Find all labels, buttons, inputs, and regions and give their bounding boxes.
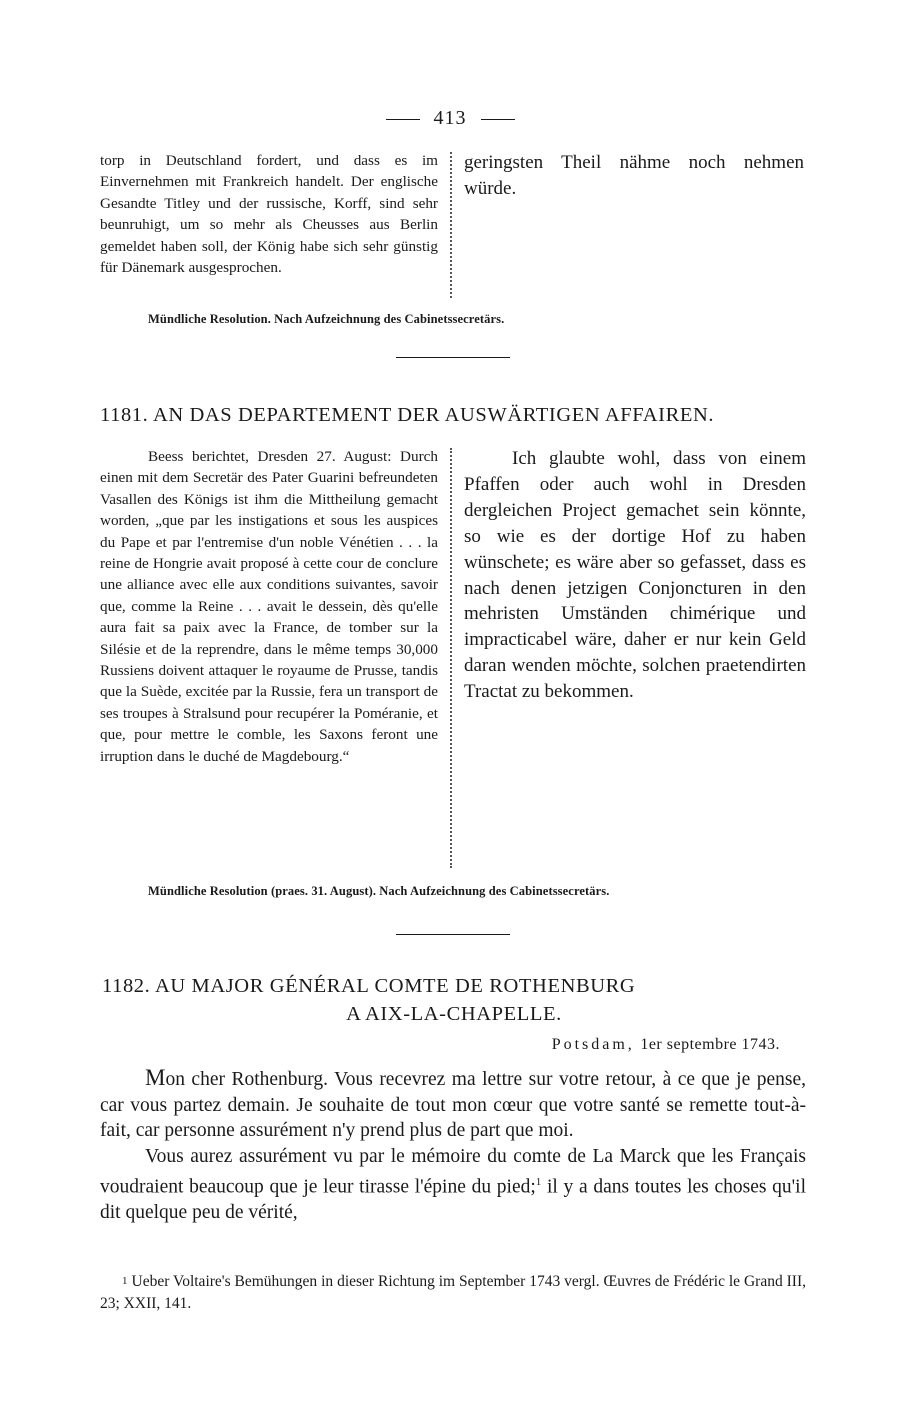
- resolution-note: Mündliche Resolution (praes. 31. August). Nach Aufzeichnung des Cabinetssecretärs.: [148, 884, 610, 898]
- continuation-left-column: torp in Deutschland fordert, und dass es im Einvernehmen mit Frankreich handelt. Der englische Gesandte Titley und der russische, Korff, sind sehr beunruhigt, um so mehr als Cheusses aus Berlin gemeldet haben soll, der König habe sich sehr günstig für Dänemark ausgesprochen.: [100, 152, 438, 277]
- section-divider: [396, 357, 510, 358]
- letter-paragraph-text: Vous aurez assurément vu par le mémoire du comte de La Marck que les Français voudraient beaucoup que je leur tirasse l'épine du pied;: [100, 1146, 806, 1198]
- letter-dateline: [552, 1036, 780, 1054]
- letter-paragraph-text-rest: il y a dans toutes les choses qu'il dit quelque peu de vérité,: [100, 1176, 806, 1224]
- resolution-note: Mündliche Resolution. Nach Aufzeichnung des Cabinetssecretärs.: [148, 312, 505, 326]
- letter-paragraph: [100, 1144, 806, 1226]
- continuation-right-column: geringsten Theil nähme noch nehmen würde.: [464, 152, 804, 199]
- letter-1182-heading: [100, 972, 808, 1028]
- continuation-columns: [100, 150, 804, 298]
- letter-1182-heading-line1: 1182. AU MAJOR GÉNÉRAL COMTE DE ROTHENBURG: [102, 975, 636, 997]
- dateline-date: 1er septembre 1743.: [640, 1036, 780, 1053]
- page-number: 413: [433, 107, 467, 129]
- footnote-reference: 1: [535, 1175, 542, 1188]
- header-dash-left: [386, 119, 420, 120]
- page-header: [0, 107, 900, 130]
- footnote-text: Ueber Voltaire's Bemühungen in dieser Richtung im September 1743 vergl. Œuvres de Frédéric le Grand III, 23; XXII, 141.: [100, 1273, 806, 1312]
- letter-1182-body: [100, 1065, 806, 1226]
- header-dash-right: [481, 119, 515, 120]
- footnote: [100, 1270, 806, 1315]
- letter-1181-reply: Ich glaubte wohl, dass von einem Pfaffen oder auch wohl in Dresden dergleichen Project gemachet sein könnte, so wie es der dortige Hof zu haben wünschete; es wäre aber so gefasset, dass es nach denen jetzigen Conjoncturen in den mehristen Umständen chimérique und impracticabel wäre, daher er nur kein Geld daran wenden möchte, solchen praetendirten Tractat zu bekommen.: [464, 448, 806, 703]
- section-divider: [396, 934, 510, 935]
- letter-1182-heading-line2: A AIX-LA-CHAPELLE.: [346, 1003, 562, 1025]
- letter-1181-report: Beess berichtet, Dresden 27. August: Durch einen mit dem Secretär des Pater Guarini befreundeten Vasallen des Königs ist ihm die Mittheilung gemacht worden, „que par les instigations et sous les auspices du Pape et par l'entremise d'un noble Vénétien . . . la reine de Hongrie avait proposé à cette cour de conclure une alliance avec elle aux conditions suivantes, savoir que, comme la Reine . . . avait le dessein, dès qu'elle aura fait sa paix avec la France, de tomber sur la Silésie et de la reprendre, dans le même temps 30,000 Russiens doivent attaquer le royaume de Prusse, tandis que la Suède, excitée par la Russie, fera un transport de ses troupes à Stralsund pour recupérer la Poméranie, et que, pour mettre le comble, les Saxons feront une irruption dans le duché de Magdebourg.“: [100, 448, 438, 765]
- dateline-place: Potsdam,: [551, 1036, 635, 1053]
- letter-1181-columns: [100, 446, 806, 868]
- letter-paragraph: Mon cher Rothenburg. Vous recevrez ma lettre sur votre retour, à ce que je pense, car vous partez demain. Je souhaite de tout mon cœur que votre santé se remette tout-à-fait, car personne assurément n'y prend plus de part que moi.: [100, 1065, 806, 1142]
- letter-1181-heading: 1181. AN DAS DEPARTEMENT DER AUSWÄRTIGEN AFFAIREN.: [100, 404, 715, 426]
- footnote-marker: 1: [122, 1275, 128, 1287]
